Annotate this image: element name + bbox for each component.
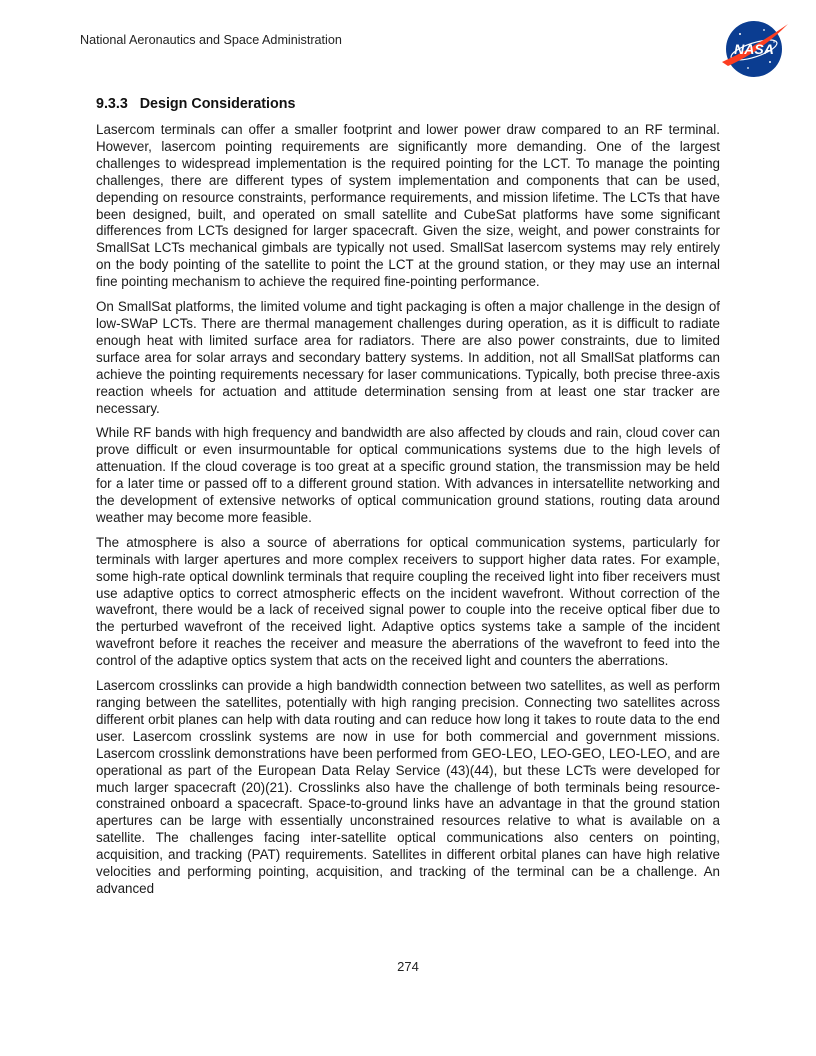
section-heading — [96, 96, 295, 112]
section-title: Design Considerations — [139, 96, 296, 112]
body-content — [96, 122, 720, 906]
organization-name: National Aeronautics and Space Administration — [80, 33, 342, 47]
section-number: 9.3.3 — [96, 96, 128, 112]
paragraph-atmospheric-aberrations: The atmosphere is also a source of aberrations for optical communication systems, particularly for terminals with larger apertures and more complex receivers to support higher data rates. For example, some high-rate optical downlink terminals that require coupling the received light into fiber receivers must use adaptive optics to correct atmospheric effects on the incident wavefront. Without correction of the wavefront, there would be a lack of received signal power to couple into the receive optical fiber due to the perturbed wavefront of the received light. Adaptive optics systems take a sample of the incident wavefront before it reaches the receiver and measure the aberrations of the wavefront to feed into the control of the adaptive optics system that acts on the received light and counters the aberrations. — [96, 534, 720, 669]
paragraph-crosslinks: Lasercom crosslinks can provide a high bandwidth connection between two satellites, as well as perform ranging between the satellites, potentially with high ranging precision. Connecting two satellites across different orbit planes can help with data routing and can reduce how long it takes to route data to the end user. Lasercom crosslink systems are now in use for both commercial and government missions. Lasercom crosslink demonstrations have been performed from GEO-LEO, LEO-GEO, LEO-LEO, and are operational as part of the European Data Relay Service (43)(44), but these LCTs were developed for much larger spacecraft (20)(21). Crosslinks also have the challenge of both terminals being resource-constrained onboard a spacecraft. Space-to-ground links have an advantage in that the ground station apertures can be large with essentially unconstrained resources relative to what is available on a satellite. The challenges facing inter-satellite optical communications also centers on pointing, acquisition, and tracking (PAT) requirements. Satellites in different orbital planes can have high relative velocities and performing pointing, acquisition, and tracking of the terminal can be a challenge. An advanced — [96, 678, 720, 896]
nasa-meatball-icon — [718, 18, 790, 80]
paragraph-lct-pointing: Lasercom terminals can offer a smaller footprint and lower power draw compared to an RF terminal. However, lasercom pointing requirements are significantly more demanding. One of the largest challenges to widespread implementation is the required pointing for the LCT. To manage the pointing challenges, there are different types of system implementation and components that can be used, depending on resource constraints, performance requirements, and mission lifetime. The LCTs that have been designed, built, and operated on small satellite and CubeSat platforms have some significant differences from LCTs designed for larger spacecraft. Given the size, weight, and power constraints for SmallSat LCTs mechanical gimbals are typically not used. SmallSat lasercom systems may rely entirely on the body pointing of the satellite to point the LCT at the ground station, or they may use an internal fine pointing mechanism to achieve the required fine-pointing performance. — [96, 122, 720, 290]
paragraph-cloud-cover: While RF bands with high frequency and bandwidth are also affected by clouds and rain, cloud cover can prove difficult or even insurmountable for optical communications systems due to the high levels of attenuation. If the cloud coverage is too great at a specific ground station, the transmission may be held for a later time or passed off to a different ground station. With advances in intersatellite networking and the development of extensive networks of optical communication ground stations, routing data around weather may become more feasible. — [96, 425, 720, 525]
page-number: 274 — [397, 959, 419, 974]
paragraph-smallsat-constraints: On SmallSat platforms, the limited volume and tight packaging is often a major challenge in the design of low-SWaP LCTs. There are thermal management challenges during operation, as it is difficult to radiate enough heat with limited surface area for radiators. There are also power constraints, due to limited surface area for solar arrays and secondary battery systems. In addition, not all SmallSat platforms can achieve the pointing requirements necessary for laser communications. Typically, both precise three-axis reaction wheels for actuation and attitude determination sensing from at least one star tracker are necessary. — [96, 299, 720, 416]
nasa-logo-text: NASA — [734, 41, 774, 57]
